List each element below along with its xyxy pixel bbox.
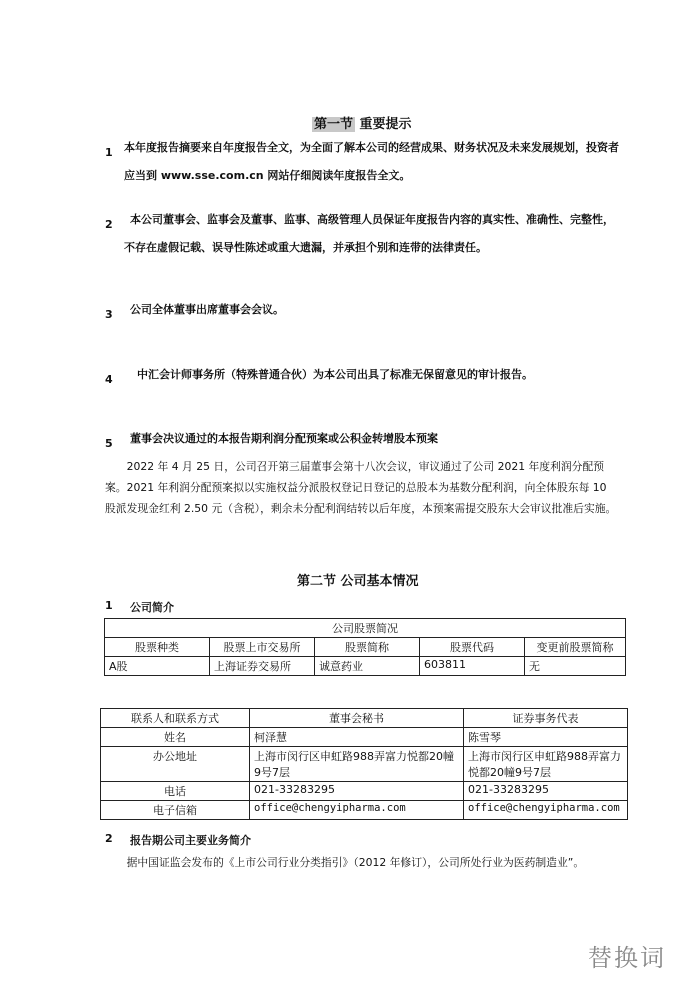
item-5-text: 董事会决议通过的本报告期利润分配预案或公积金转增股本预案 [130, 432, 438, 445]
contact-table-header: 董事会秘书 [250, 709, 464, 728]
secretary-name: 柯泽慧 [250, 728, 464, 747]
item-2-text: 本公司董事会、监事会及董事、监事、高级管理人员保证年度报告内容的真实性、准确性、完整性，不存在虚假记载、误导性陈述或重大遗漏，并承担个别和连带的法律责任。 [124, 213, 614, 254]
subsection-1-number: 1 [105, 599, 113, 612]
contact-table-header-row [101, 709, 628, 728]
stock-code-cell: 603811 [420, 657, 525, 676]
stock-table-header: 变更前股票简称 [525, 638, 626, 657]
row-label: 办公地址 [101, 747, 250, 782]
item-2-number: 2 [105, 218, 113, 231]
stock-name-cell: 诚意药业 [315, 657, 420, 676]
secretary-email: office@chengyipharma.com [250, 801, 464, 820]
item-4-number: 4 [105, 373, 113, 386]
contact-table [100, 708, 628, 820]
table-row [101, 801, 628, 820]
secretary-address: 上海市闵行区申虹路988弄富力悦都20幢9号7层 [250, 747, 464, 782]
stock-table-header: 股票种类 [105, 638, 210, 657]
stock-table-caption: 公司股票简况 [105, 619, 626, 638]
contact-table-header: 联系人和联系方式 [101, 709, 250, 728]
table-row [105, 657, 626, 676]
stock-table-header-row [105, 638, 626, 657]
dividend-paragraph: 2022 年 4 月 25 日，公司召开第三届董事会第十八次会议，审议通过了公司 2021 年度利润分配预案。2021 年利润分配预案拟以实施权益分派股权登记日登记的总股本为基数分配利润，向全体股东每 10 股派发现金红利 2.50 元（含税），剩余未分配利润结转以后年度，本预案需提交股东大会审议批准后实施。 [105, 460, 617, 515]
item-1-text: 本年度报告摘要来自年度报告全文，为全面了解本公司的经营成果、财务状况及未来发展规划，投资者应当到 www.sse.com.cn 网站仔细阅读年度报告全文。 [124, 141, 619, 182]
row-label: 电话 [101, 782, 250, 801]
rep-phone: 021-33283295 [464, 782, 628, 801]
former-name-cell: 无 [525, 657, 626, 676]
item-1-number: 1 [105, 146, 113, 159]
stock-type-cell: A股 [105, 657, 210, 676]
stock-table-header: 股票上市交易所 [210, 638, 315, 657]
section1-title-highlight: 第一节 [314, 117, 354, 132]
item-3-number: 3 [105, 308, 113, 321]
section2-title: 第二节 公司基本情况 [297, 574, 419, 589]
item-3-text: 公司全体董事出席董事会会议。 [130, 303, 284, 316]
subsection-2-label: 报告期公司主要业务简介 [130, 834, 251, 847]
row-label: 电子信箱 [101, 801, 250, 820]
table-row [101, 782, 628, 801]
item-5-number: 5 [105, 437, 113, 450]
stock-table-header: 股票代码 [420, 638, 525, 657]
table-row [101, 728, 628, 747]
rep-name: 陈雪琴 [464, 728, 628, 747]
rep-address: 上海市闵行区申虹路988弄富力悦都20幢9号7层 [464, 747, 628, 782]
watermark: 替换词 [588, 944, 666, 972]
item-4-text: 中汇会计师事务所（特殊普通合伙）为本公司出具了标准无保留意见的审计报告。 [137, 368, 533, 381]
secretary-phone: 021-33283295 [250, 782, 464, 801]
contact-table-header: 证券事务代表 [464, 709, 628, 728]
row-label: 姓名 [101, 728, 250, 747]
subsection-2-number: 2 [105, 832, 113, 845]
rep-email: office@chengyipharma.com [464, 801, 628, 820]
section1-title-rest: 重要提示 [355, 117, 412, 132]
stock-table-header: 股票简称 [315, 638, 420, 657]
business-paragraph: 据中国证监会发布的《上市公司行业分类指引》（2012 年修订），公司所处行业为医药制造业”。 [126, 856, 585, 869]
stock-table [104, 618, 626, 676]
section1-title [312, 113, 412, 132]
subsection-1-label: 公司简介 [130, 601, 174, 614]
table-row [101, 747, 628, 782]
stock-exchange-cell: 上海证券交易所 [210, 657, 315, 676]
